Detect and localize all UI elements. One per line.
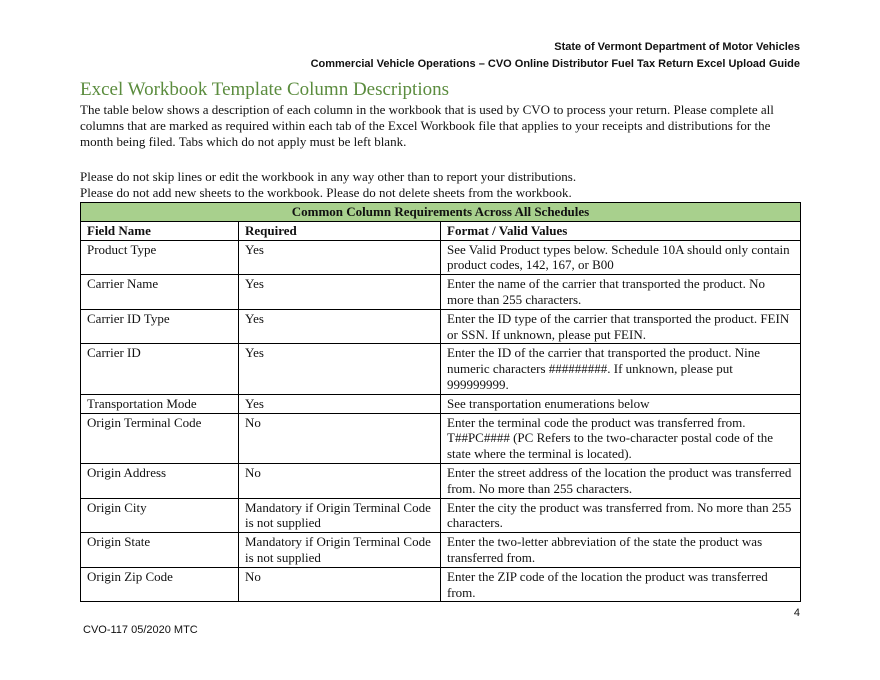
cell-field: Carrier ID: [81, 344, 239, 394]
cell-field: Origin Terminal Code: [81, 413, 239, 463]
table-banner: Common Column Requirements Across All Schedules: [81, 203, 801, 222]
section-title: Excel Workbook Template Column Descriptions: [80, 79, 449, 100]
table-row: [81, 309, 801, 344]
cell-field: Product Type: [81, 240, 239, 275]
cell-format: Enter the two-letter abbreviation of the state the product was transferred from.: [441, 533, 801, 568]
cell-format: Enter the street address of the location the product was transferred from. No more than 255 characters.: [441, 463, 801, 498]
page-number: 4: [793, 607, 800, 619]
cell-required: No: [239, 413, 441, 463]
table-row: [81, 413, 801, 463]
cell-format: Enter the ID of the carrier that transported the product. Nine numeric characters #########. If unknown, please put 999999999.: [441, 344, 801, 394]
cell-field: Transportation Mode: [81, 394, 239, 413]
page-header: [311, 39, 800, 73]
cell-required: Yes: [239, 309, 441, 344]
note-line: Please do not skip lines or edit the workbook in any way other than to report your distributions.: [80, 169, 577, 184]
table-row: [81, 394, 801, 413]
table-row: [81, 463, 801, 498]
cell-required: No: [239, 567, 441, 602]
cell-format: See Valid Product types below. Schedule 10A should only contain product codes, 142, 167, or B00: [441, 240, 801, 275]
cell-field: Origin Zip Code: [81, 567, 239, 602]
cell-format: Enter the ID type of the carrier that transported the product. FEIN or SSN. If unknown, please put FEIN.: [441, 309, 801, 344]
cell-format: Enter the city the product was transferred from. No more than 255 characters.: [441, 498, 801, 533]
cell-field: Origin State: [81, 533, 239, 568]
cell-field: Carrier Name: [81, 275, 239, 310]
cell-required: Yes: [239, 275, 441, 310]
notes: [80, 169, 576, 201]
cell-format: Enter the name of the carrier that transported the product. No more than 255 characters.: [441, 275, 801, 310]
cell-required: Yes: [239, 394, 441, 413]
form-footer: CVO-117 05/2020 MTC: [83, 624, 198, 636]
column-header-required: Required: [239, 221, 441, 240]
cell-required: Yes: [239, 344, 441, 394]
column-header-format: Format / Valid Values: [441, 221, 801, 240]
cell-field: Origin Address: [81, 463, 239, 498]
cell-required: Mandatory if Origin Terminal Code is not supplied: [239, 533, 441, 568]
cell-required: Mandatory if Origin Terminal Code is not supplied: [239, 498, 441, 533]
cell-required: Yes: [239, 240, 441, 275]
column-header-field-name: Field Name: [81, 221, 239, 240]
table-row: [81, 533, 801, 568]
cell-field: Origin City: [81, 498, 239, 533]
cell-format: Enter the terminal code the product was transferred from. T##PC#### (PC Refers to the two-character postal code of the state where the terminal is located).: [441, 413, 801, 463]
note-line: Please do not add new sheets to the workbook. Please do not delete sheets from the workbook.: [80, 185, 572, 200]
column-requirements-table: [80, 202, 801, 602]
cell-field: Carrier ID Type: [81, 309, 239, 344]
header-guide-title: Commercial Vehicle Operations – CVO Online Distributor Fuel Tax Return Excel Upload Guide: [310, 58, 800, 70]
table-row: [81, 567, 801, 602]
intro-paragraph: The table below shows a description of each column in the workbook that is used by CVO to process your return. Please complete all columns that are marked as required within each tab of the Excel Workbook file that applies to your receipts and distributions for the month being filed. Tabs which do not apply must be left blank.: [80, 102, 774, 149]
table-row: [81, 240, 801, 275]
table-row: [81, 498, 801, 533]
table-row: [81, 275, 801, 310]
cell-format: Enter the ZIP code of the location the product was transferred from.: [441, 567, 801, 602]
header-agency: State of Vermont Department of Motor Vehicles: [554, 41, 800, 53]
cell-format: See transportation enumerations below: [441, 394, 801, 413]
cell-required: No: [239, 463, 441, 498]
table-row: [81, 344, 801, 394]
